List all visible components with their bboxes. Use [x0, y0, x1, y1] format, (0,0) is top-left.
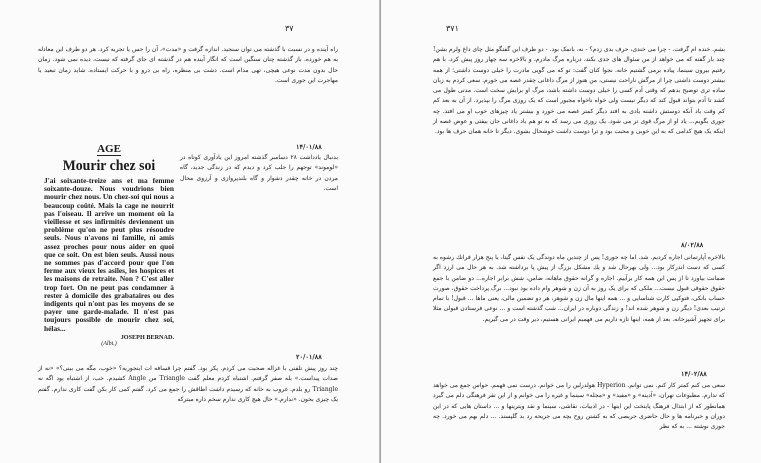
clipping-source: (Albi.) — [101, 340, 117, 347]
entry-date: ۱۴/۰۱/۸۸ — [296, 143, 322, 151]
newspaper-clipping — [44, 137, 174, 347]
entry-date: ۸/۰۲/۸۸ — [681, 241, 704, 249]
paragraph: بشم. خنده ام گرفت. - چرا می خندی، حرف بدی زدم؟ - نه، بانمک بود. - دو طرف این گفتگو مثل چای داغ ولرم بشن! چند بار گفته که می خواهد از من سئوال های جدی بکند، درباره مرگ مادرم، و بالاخره سه چهار روز پیش کرد. با هم رفتیم بیرون سینما، پیاده برمی گشتیم خانه. نجوا کنان گفت: تو که می گویی مادرت را خیلی دوست داشتی؛ از همه بیشتر دوست داشتی چرا از مرگش ناراحت نیستی، من هنوز از مرگ داغانی چقدر غصه می خورم. سعی کردم به زبان ساده تری توضیح بدهم که وقتی آدم کسی را خیلی دوست داشته باشد، مرگ او برایش سخت است. مدتی طول می کشد تا آدم بتواند قبول کند که دیگر نیست ولی خواه ناخواه مجبور است که یک روزی مرگ را بپذیرد. از آن به بعد کم کم وقت یاد آنکه دوستش داشته یادی به افتد دیگر کمتر غصه می خورد و بیشتر یاد چیزهای خوب او می افتد. چه جوری بگویم... یاد او از مرگ قوی تر می شود. یک روزی می رسد که به تو هم یاد داغانی جان بیفتی و عوض غصه از اینکه یک هیچ کدامی که به این خوبی و محبت بود و ترا دوست داشت خوشحال بشوی. دیگر تا خانه همان حرف ها بود. — [433, 46, 725, 136]
paragraph: بدنبال یادداشت ۲۸ دسامبر گذشته امروز این یادآوری کوتاه در «لوموند» توجهم را جلب کرد و دیدم که در زندگی جدید، گاه مردن در خانه چقدر دشوار و گاه بلندپروازی و آرزوی محال است. — [180, 154, 338, 192]
page-number: ۳۷ — [285, 24, 294, 33]
right-page — [381, 0, 761, 463]
left-page — [0, 0, 380, 463]
paragraph: چند روز پیش تلفنی با غزاله صحبت می کردم. پکر بود. گفتم چرا قسافه ات اینجوریه؟ «خوب، مگه می بینی؟» «نه از صدات پیداست.» بله صفر گرفتم. اشتباه کردم معلم گفت Triangle من Angle کشیدم. خب، از اشتباه بود اگه نه Triangle رو بلدم. غروب به خانه که رسیدم داشت اطاقش را جمع می کرد. گفتم کمی کار بکن گفت کاری ندارم. گفتم یک چیزی بخون. «ندارم.» حال هیچ کاری ندارم سخم داره میترکه — [38, 365, 338, 403]
page-number: ۳۷۱ — [446, 24, 459, 33]
clipping-body: J'ai soixante-treize ans et ma femme soixante-douze. Nous voudrions bien mourir chez nous. Un chez-soi qui nous a beaucoup coûté. Mais la cage ne nourrit pas l'oiseau. Il arrive un moment où la vieillesse et ses infirmités deviennent un problème qu'on ne peut plus résoudre seuls. Nous n'avons ni famille, ni amis assez proches pour nous aider en quoi que ce soit. On est bien seuls. Aussi nous ne sommes pas d'accord pour que l'on ferme aux vieux les asiles, les hospices et les maisons de retraite. Non ? C'est aller trop fort. On ne peut pas condamner à rester à domicile des grabataires ou des indigents qui n'ont pas les moyens de se payer une garde-malade. Il n'est pas toujours possible de mourir chez soi, hélas... — [44, 176, 174, 333]
clipping-author: JOSEPH BERNAD. — [120, 333, 174, 341]
paragraph: راه آینده و در نسبت با گذشته می توان سنجید. اندازه گرفت و «مدت»، آن را حس یا تجربه کرد. هر دو طرف این معادله به هم خورده. باز گذشته چنان سنگین است که انگار آینده هم در گذشته ای جای گرفته که نیست، دیده نمی شود. زمان حال بدون مدت نوعی هیچی، تهی مدام است. دشت بی منظره، راه بی درو و با حرکت ایستاده. شاید زمان تبعید یا مهاجرت این جوری است. — [38, 46, 338, 84]
paragraph: بالاخره آپارتمانی اجاره کردیم. شد. اما چه جوری! پس از چندین ماه دوندگی یک نفس گیتا، یا پنج هزار فرانك رشوه به کسی که دست اندرکار بود... ولی بهرحال شد و یك مشکل بزرگ از پیش پا برداشته شد. به هر حال می ارزد اگر ضمانت بیاورد تا از پس این همه کار برآییم. اجاره و گرانه حقوق ماهانه، ضامن، شش برابر اجاره... دو ضامن با جمع حقوق حقوقی قبول نیست... ملکی که برای یک روز به آن زن و شوهر وام داده بود نبود... برگ پرداخت حقوق، صورت حساب بانکی، فتوکپی کارت شناسایی و ... همه اینها مال زن و شوهر، هر دو تضمین مالی، یعنی ماها ... قبول! با تمام ترتیب بعدی! دیگر زن و شوهر شده اند! و زندگی دوباره در ایران... شب گذشته است و ... نوعی فرستادن قبولی مثلا برای تجهیز آشپزخانه. بعد از همه، اینها تازه داریم می فهمیم ایرانی هستیم، دیر وقت در می گیریم. — [433, 254, 725, 323]
paragraph: سعی می کنم کمتر کار کنم. نمی توانم. Hyperion هولدرلین را می خوانم. درست نمی فهمم. حواس جمع می خواهد که ندارم. مطبوعات تهران، «آدینه» و «مفید» و «مجله» سینما و غیره را می خوانم و از این تقر فرهنگی دلم می گیرد همانطور که از ابتذال فرهنگ پایتخت این اینها - در ادبیات، نقاشی، سینما و نقد ویترینها و ... داستان هایی که در این دوران و خبرنامه ها و حال حاضری حریصی که به کشتن روح بچه می جریحه رد بد گلپسند. ... دلم بهم می خورد. چه جوری نوشته ... به که نظر — [433, 382, 725, 431]
entry-date: ۱۴/۰۲/۸۸ — [681, 370, 707, 378]
entry-date: ۲۰/۰۱/۸۸ — [296, 353, 322, 361]
clipping-heading: AGE — [97, 143, 121, 155]
clipping-title: Mourir chez soi — [62, 158, 156, 174]
